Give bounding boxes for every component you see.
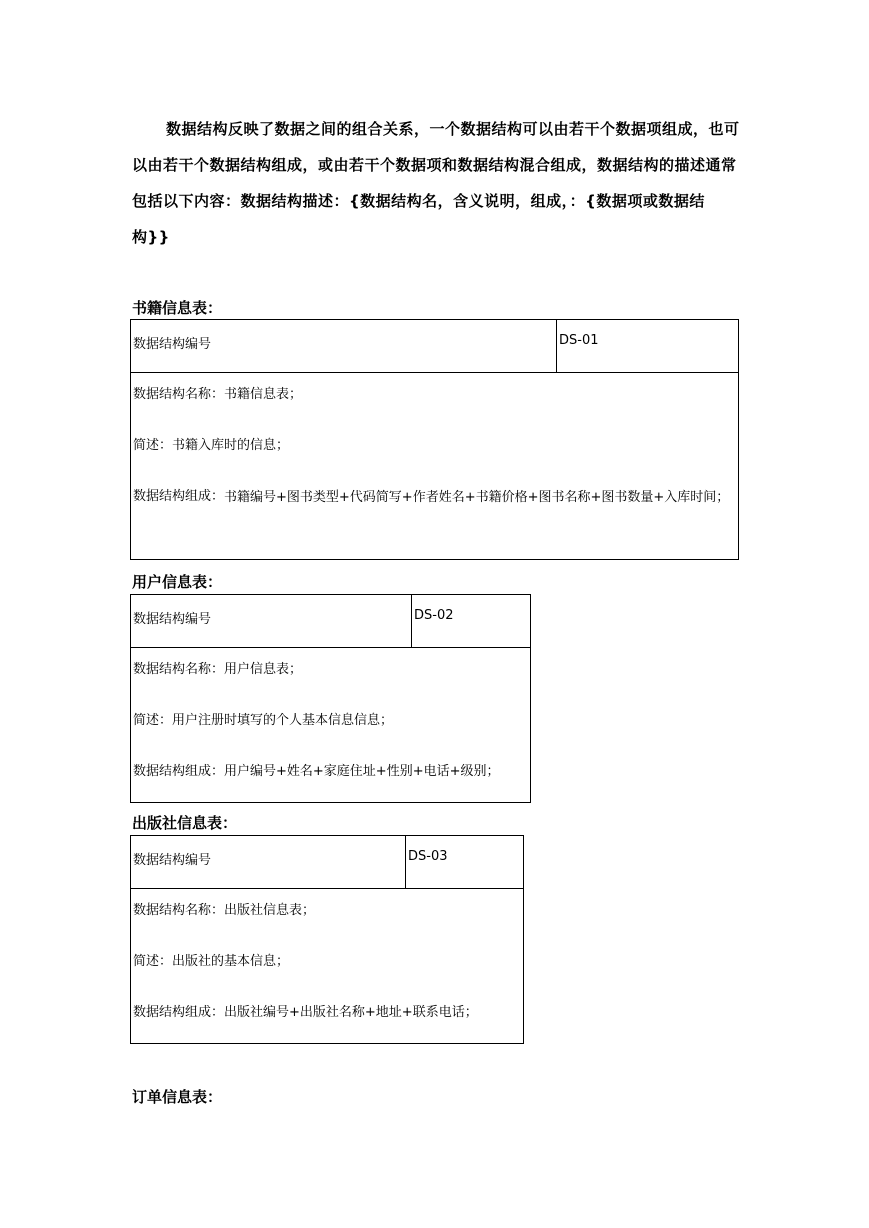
id-label-cell [131,595,412,648]
section-title-publishers: 出版社信息表： [132,814,238,832]
structure-desc: 简述：出版社的基本信息； [133,954,290,969]
detail-cell [131,648,531,803]
id-label: 数据结构编号 [133,337,212,352]
section-title-books: 书籍信息表： [132,299,223,317]
structure-desc: 简述：用户注册时填写的个人基本信息信息； [133,713,394,728]
structure-composition [133,488,738,513]
composition-label: 数据结构组成： [133,764,225,779]
ds-table-users [130,594,531,803]
ds-table-publishers [130,835,524,1044]
id-value: DS-03 [408,849,448,864]
ds-table-books [130,319,739,560]
detail-cell [131,373,739,560]
composition-label: 数据结构组成： [133,489,225,504]
composition-value: 用户编号+姓名+家庭住址+性别+电话+级别； [224,764,500,779]
structure-composition [133,1004,523,1022]
intro-paragraph: 数据结构反映了数据之间的组合关系，一个数据结构可以由若干个数据项组成，也可以由若干个数据结构组成，或由若干个数据项和数据结构混合组成，数据结构的描述通常包括以下内容：数据结构描述：{数据结构名，含义说明，组成，：{数据项或数据结构}} [132,120,740,246]
composition-value: 书籍编号+图书类型+代码简写+作者姓名+书籍价格+图书名称+图书数量+入库时间； [224,490,730,505]
id-value: DS-01 [559,333,599,348]
id-value-cell [406,836,524,889]
id-value: DS-02 [414,608,454,623]
section-title-orders: 订单信息表： [132,1088,223,1106]
id-label: 数据结构编号 [133,612,212,627]
structure-name: 数据结构名称：书籍信息表； [133,387,303,402]
id-label: 数据结构编号 [133,853,212,868]
structure-name: 数据结构名称：出版社信息表； [133,903,316,918]
id-value-cell [412,595,531,648]
structure-composition [133,763,530,781]
id-value-cell [557,320,739,373]
structure-desc: 简述：书籍入库时的信息； [133,438,290,453]
id-label-cell [131,836,406,889]
composition-value: 出版社编号+出版社名称+地址+联系电话； [224,1005,478,1020]
composition-label: 数据结构组成： [133,1005,225,1020]
structure-name: 数据结构名称：用户信息表； [133,662,303,677]
detail-cell [131,889,524,1044]
section-title-users: 用户信息表： [132,573,223,591]
id-label-cell [131,320,557,373]
